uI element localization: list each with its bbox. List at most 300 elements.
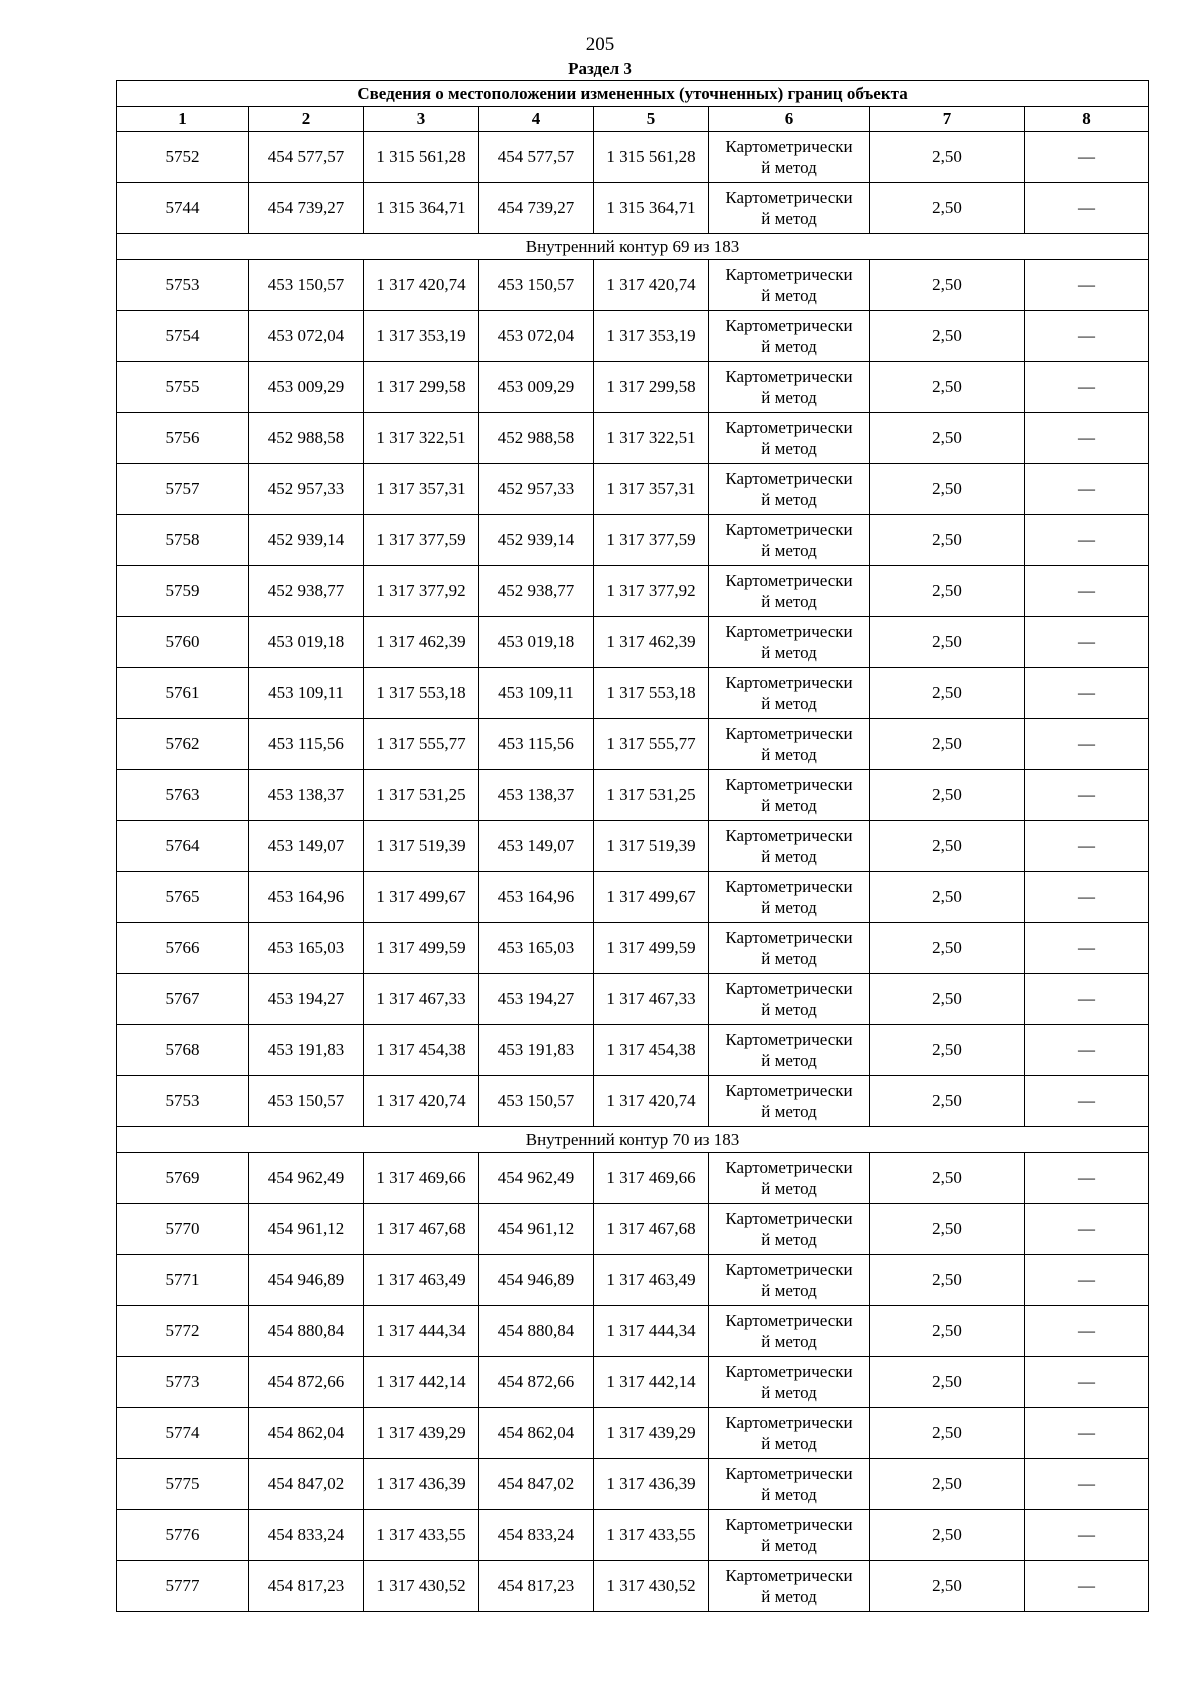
point-number-cell: 5777 — [117, 1561, 249, 1612]
method-line: й метод — [761, 1281, 817, 1300]
x-new-cell: 453 194,27 — [479, 974, 594, 1025]
method-line: Картометрически — [725, 622, 853, 641]
method-line: й метод — [761, 337, 817, 356]
method-cell — [709, 923, 870, 974]
description-cell: — — [1025, 1025, 1149, 1076]
y-existing-cell: 1 317 499,59 — [364, 923, 479, 974]
x-existing-cell: 454 961,12 — [249, 1204, 364, 1255]
y-new-cell: 1 317 420,74 — [594, 260, 709, 311]
y-new-cell: 1 317 462,39 — [594, 617, 709, 668]
point-number-cell: 5761 — [117, 668, 249, 719]
description-cell: — — [1025, 515, 1149, 566]
point-number-cell: 5744 — [117, 183, 249, 234]
point-number-cell: 5775 — [117, 1459, 249, 1510]
y-new-cell: 1 317 499,59 — [594, 923, 709, 974]
x-new-cell: 454 847,02 — [479, 1459, 594, 1510]
table-row — [117, 132, 1149, 183]
method-line: Картометрически — [725, 979, 853, 998]
accuracy-cell: 2,50 — [870, 311, 1025, 362]
contour-heading-row — [117, 1127, 1149, 1153]
x-existing-cell: 453 150,57 — [249, 260, 364, 311]
x-new-cell: 453 150,57 — [479, 260, 594, 311]
table-row — [117, 719, 1149, 770]
method-cell — [709, 617, 870, 668]
x-new-cell: 453 191,83 — [479, 1025, 594, 1076]
y-existing-cell: 1 317 439,29 — [364, 1408, 479, 1459]
accuracy-cell: 2,50 — [870, 132, 1025, 183]
x-new-cell: 453 150,57 — [479, 1076, 594, 1127]
point-number-cell: 5762 — [117, 719, 249, 770]
table-row — [117, 1255, 1149, 1306]
point-number-cell: 5752 — [117, 132, 249, 183]
method-line: Картометрически — [725, 1311, 853, 1330]
x-existing-cell: 454 880,84 — [249, 1306, 364, 1357]
description-cell: — — [1025, 1076, 1149, 1127]
method-line: й метод — [761, 643, 817, 662]
method-line: Картометрически — [725, 1030, 853, 1049]
y-existing-cell: 1 317 463,49 — [364, 1255, 479, 1306]
y-existing-cell: 1 317 469,66 — [364, 1153, 479, 1204]
method-line: й метод — [761, 1230, 817, 1249]
description-cell: — — [1025, 1510, 1149, 1561]
y-new-cell: 1 317 377,92 — [594, 566, 709, 617]
y-new-cell: 1 317 353,19 — [594, 311, 709, 362]
accuracy-cell: 2,50 — [870, 719, 1025, 770]
table-row — [117, 566, 1149, 617]
method-cell — [709, 1255, 870, 1306]
method-cell — [709, 260, 870, 311]
method-line: Картометрически — [725, 137, 853, 156]
x-new-cell: 452 939,14 — [479, 515, 594, 566]
point-number-cell: 5764 — [117, 821, 249, 872]
x-existing-cell: 453 109,11 — [249, 668, 364, 719]
y-new-cell: 1 317 442,14 — [594, 1357, 709, 1408]
x-new-cell: 454 961,12 — [479, 1204, 594, 1255]
point-number-cell: 5754 — [117, 311, 249, 362]
accuracy-cell: 2,50 — [870, 464, 1025, 515]
description-cell: — — [1025, 1357, 1149, 1408]
method-cell — [709, 132, 870, 183]
y-new-cell: 1 317 377,59 — [594, 515, 709, 566]
description-cell: — — [1025, 1408, 1149, 1459]
method-cell — [709, 770, 870, 821]
y-new-cell: 1 317 454,38 — [594, 1025, 709, 1076]
x-existing-cell: 454 577,57 — [249, 132, 364, 183]
x-new-cell: 454 833,24 — [479, 1510, 594, 1561]
description-cell: — — [1025, 1459, 1149, 1510]
table-row — [117, 260, 1149, 311]
point-number-cell: 5763 — [117, 770, 249, 821]
method-line: й метод — [761, 388, 817, 407]
method-line: Картометрически — [725, 1566, 853, 1585]
accuracy-cell: 2,50 — [870, 923, 1025, 974]
method-cell — [709, 1153, 870, 1204]
point-number-cell: 5774 — [117, 1408, 249, 1459]
method-line: й метод — [761, 1000, 817, 1019]
method-line: Картометрически — [725, 1260, 853, 1279]
accuracy-cell: 2,50 — [870, 1459, 1025, 1510]
y-new-cell: 1 317 467,33 — [594, 974, 709, 1025]
x-existing-cell: 454 962,49 — [249, 1153, 364, 1204]
x-new-cell: 454 962,49 — [479, 1153, 594, 1204]
x-existing-cell: 452 957,33 — [249, 464, 364, 515]
method-cell — [709, 1076, 870, 1127]
y-existing-cell: 1 317 553,18 — [364, 668, 479, 719]
x-existing-cell: 452 938,77 — [249, 566, 364, 617]
description-cell: — — [1025, 923, 1149, 974]
method-line: й метод — [761, 1102, 817, 1121]
y-new-cell: 1 315 364,71 — [594, 183, 709, 234]
method-line: Картометрически — [725, 520, 853, 539]
column-number: 3 — [364, 107, 479, 132]
x-new-cell: 453 165,03 — [479, 923, 594, 974]
y-new-cell: 1 317 467,68 — [594, 1204, 709, 1255]
x-new-cell: 453 138,37 — [479, 770, 594, 821]
x-existing-cell: 453 194,27 — [249, 974, 364, 1025]
x-new-cell: 454 577,57 — [479, 132, 594, 183]
point-number-cell: 5753 — [117, 1076, 249, 1127]
description-cell: — — [1025, 617, 1149, 668]
accuracy-cell: 2,50 — [870, 1357, 1025, 1408]
x-existing-cell: 454 817,23 — [249, 1561, 364, 1612]
method-cell — [709, 1510, 870, 1561]
method-line: й метод — [761, 490, 817, 509]
method-line: Картометрически — [725, 673, 853, 692]
point-number-cell: 5759 — [117, 566, 249, 617]
accuracy-cell: 2,50 — [870, 1306, 1025, 1357]
y-existing-cell: 1 317 430,52 — [364, 1561, 479, 1612]
table-row — [117, 1153, 1149, 1204]
column-number: 2 — [249, 107, 364, 132]
accuracy-cell: 2,50 — [870, 1076, 1025, 1127]
method-cell — [709, 1204, 870, 1255]
table-row — [117, 668, 1149, 719]
accuracy-cell: 2,50 — [870, 1255, 1025, 1306]
point-number-cell: 5753 — [117, 260, 249, 311]
method-line: й метод — [761, 1179, 817, 1198]
accuracy-cell: 2,50 — [870, 413, 1025, 464]
method-line: Картометрически — [725, 877, 853, 896]
method-line: й метод — [761, 439, 817, 458]
method-line: й метод — [761, 592, 817, 611]
description-cell: — — [1025, 872, 1149, 923]
accuracy-cell: 2,50 — [870, 872, 1025, 923]
method-cell — [709, 362, 870, 413]
method-line: Картометрически — [725, 367, 853, 386]
accuracy-cell: 2,50 — [870, 515, 1025, 566]
method-line: й метод — [761, 796, 817, 815]
method-line: й метод — [761, 694, 817, 713]
y-new-cell: 1 317 430,52 — [594, 1561, 709, 1612]
x-existing-cell: 453 115,56 — [249, 719, 364, 770]
y-existing-cell: 1 317 519,39 — [364, 821, 479, 872]
point-number-cell: 5756 — [117, 413, 249, 464]
method-cell — [709, 974, 870, 1025]
y-new-cell: 1 317 531,25 — [594, 770, 709, 821]
accuracy-cell: 2,50 — [870, 617, 1025, 668]
description-cell: — — [1025, 464, 1149, 515]
x-new-cell: 453 115,56 — [479, 719, 594, 770]
description-cell: — — [1025, 719, 1149, 770]
table-row — [117, 362, 1149, 413]
point-number-cell: 5771 — [117, 1255, 249, 1306]
accuracy-cell: 2,50 — [870, 183, 1025, 234]
table-row — [117, 1076, 1149, 1127]
accuracy-cell: 2,50 — [870, 362, 1025, 413]
x-new-cell: 453 019,18 — [479, 617, 594, 668]
y-existing-cell: 1 317 531,25 — [364, 770, 479, 821]
table-row — [117, 515, 1149, 566]
method-line: й метод — [761, 1051, 817, 1070]
method-cell — [709, 515, 870, 566]
y-existing-cell: 1 317 377,59 — [364, 515, 479, 566]
method-line: й метод — [761, 745, 817, 764]
x-existing-cell: 453 165,03 — [249, 923, 364, 974]
method-cell — [709, 821, 870, 872]
method-line: Картометрически — [725, 188, 853, 207]
x-existing-cell: 454 847,02 — [249, 1459, 364, 1510]
y-new-cell: 1 317 553,18 — [594, 668, 709, 719]
description-cell: — — [1025, 1561, 1149, 1612]
x-existing-cell: 453 150,57 — [249, 1076, 364, 1127]
accuracy-cell: 2,50 — [870, 1408, 1025, 1459]
x-existing-cell: 453 164,96 — [249, 872, 364, 923]
y-existing-cell: 1 317 444,34 — [364, 1306, 479, 1357]
column-number: 4 — [479, 107, 594, 132]
description-cell: — — [1025, 566, 1149, 617]
column-number: 5 — [594, 107, 709, 132]
point-number-cell: 5755 — [117, 362, 249, 413]
method-cell — [709, 464, 870, 515]
method-line: Картометрически — [725, 1464, 853, 1483]
method-cell — [709, 1408, 870, 1459]
method-line: Картометрически — [725, 1209, 853, 1228]
y-existing-cell: 1 317 420,74 — [364, 260, 479, 311]
table-row — [117, 1306, 1149, 1357]
x-existing-cell: 452 988,58 — [249, 413, 364, 464]
method-cell — [709, 566, 870, 617]
method-line: Картометрически — [725, 571, 853, 590]
point-number-cell: 5767 — [117, 974, 249, 1025]
table-row — [117, 872, 1149, 923]
method-line: Картометрически — [725, 826, 853, 845]
x-new-cell: 454 880,84 — [479, 1306, 594, 1357]
description-cell: — — [1025, 311, 1149, 362]
point-number-cell: 5770 — [117, 1204, 249, 1255]
y-new-cell: 1 317 463,49 — [594, 1255, 709, 1306]
contour-heading: Внутренний контур 69 из 183 — [117, 234, 1149, 260]
description-cell: — — [1025, 974, 1149, 1025]
accuracy-cell: 2,50 — [870, 1025, 1025, 1076]
y-new-cell: 1 317 357,31 — [594, 464, 709, 515]
x-existing-cell: 454 872,66 — [249, 1357, 364, 1408]
method-line: Картометрически — [725, 1515, 853, 1534]
column-number: 7 — [870, 107, 1025, 132]
method-line: й метод — [761, 898, 817, 917]
x-new-cell: 453 164,96 — [479, 872, 594, 923]
description-cell: — — [1025, 1255, 1149, 1306]
y-existing-cell: 1 317 499,67 — [364, 872, 479, 923]
accuracy-cell: 2,50 — [870, 1510, 1025, 1561]
y-existing-cell: 1 317 433,55 — [364, 1510, 479, 1561]
method-line: й метод — [761, 541, 817, 560]
method-line: Картометрически — [725, 1158, 853, 1177]
point-number-cell: 5773 — [117, 1357, 249, 1408]
accuracy-cell: 2,50 — [870, 1153, 1025, 1204]
column-number: 6 — [709, 107, 870, 132]
y-existing-cell: 1 317 467,33 — [364, 974, 479, 1025]
table-row — [117, 1459, 1149, 1510]
table-row — [117, 413, 1149, 464]
y-new-cell: 1 317 322,51 — [594, 413, 709, 464]
y-new-cell: 1 315 561,28 — [594, 132, 709, 183]
method-line: й метод — [761, 1332, 817, 1351]
y-new-cell: 1 317 420,74 — [594, 1076, 709, 1127]
y-new-cell: 1 317 439,29 — [594, 1408, 709, 1459]
y-new-cell: 1 317 299,58 — [594, 362, 709, 413]
x-existing-cell: 454 862,04 — [249, 1408, 364, 1459]
y-existing-cell: 1 317 436,39 — [364, 1459, 479, 1510]
accuracy-cell: 2,50 — [870, 770, 1025, 821]
method-cell — [709, 668, 870, 719]
x-existing-cell: 453 072,04 — [249, 311, 364, 362]
method-line: й метод — [761, 158, 817, 177]
x-existing-cell: 453 019,18 — [249, 617, 364, 668]
y-existing-cell: 1 317 353,19 — [364, 311, 479, 362]
method-line: Картометрически — [725, 418, 853, 437]
column-number: 1 — [117, 107, 249, 132]
description-cell: — — [1025, 821, 1149, 872]
description-cell: — — [1025, 413, 1149, 464]
method-line: Картометрически — [725, 928, 853, 947]
y-new-cell: 1 317 519,39 — [594, 821, 709, 872]
table-row — [117, 770, 1149, 821]
y-new-cell: 1 317 499,67 — [594, 872, 709, 923]
method-line: Картометрически — [725, 265, 853, 284]
method-line: Картометрически — [725, 469, 853, 488]
y-existing-cell: 1 317 442,14 — [364, 1357, 479, 1408]
method-line: Картометрически — [725, 1413, 853, 1432]
method-line: й метод — [761, 286, 817, 305]
description-cell: — — [1025, 770, 1149, 821]
table-caption: Сведения о местоположении измененных (уточненных) границ объекта — [117, 81, 1149, 107]
x-existing-cell: 453 009,29 — [249, 362, 364, 413]
table-row — [117, 1408, 1149, 1459]
method-line: й метод — [761, 1485, 817, 1504]
description-cell: — — [1025, 183, 1149, 234]
accuracy-cell: 2,50 — [870, 821, 1025, 872]
description-cell: — — [1025, 1306, 1149, 1357]
table-row — [117, 1357, 1149, 1408]
y-existing-cell: 1 317 462,39 — [364, 617, 479, 668]
table-row — [117, 1561, 1149, 1612]
method-line: Картометрически — [725, 1081, 853, 1100]
point-number-cell: 5769 — [117, 1153, 249, 1204]
point-number-cell: 5776 — [117, 1510, 249, 1561]
point-number-cell: 5757 — [117, 464, 249, 515]
point-number-cell: 5772 — [117, 1306, 249, 1357]
x-existing-cell: 454 739,27 — [249, 183, 364, 234]
method-cell — [709, 183, 870, 234]
contour-heading: Внутренний контур 70 из 183 — [117, 1127, 1149, 1153]
y-existing-cell: 1 317 467,68 — [364, 1204, 479, 1255]
method-line: й метод — [761, 1587, 817, 1606]
description-cell: — — [1025, 132, 1149, 183]
method-cell — [709, 719, 870, 770]
x-new-cell: 454 946,89 — [479, 1255, 594, 1306]
table-row — [117, 1204, 1149, 1255]
method-line: й метод — [761, 1383, 817, 1402]
y-existing-cell: 1 317 299,58 — [364, 362, 479, 413]
y-existing-cell: 1 317 357,31 — [364, 464, 479, 515]
method-cell — [709, 311, 870, 362]
y-new-cell: 1 317 444,34 — [594, 1306, 709, 1357]
method-cell — [709, 413, 870, 464]
x-existing-cell: 453 191,83 — [249, 1025, 364, 1076]
accuracy-cell: 2,50 — [870, 668, 1025, 719]
table-row — [117, 1510, 1149, 1561]
table-body — [117, 132, 1149, 1612]
accuracy-cell: 2,50 — [870, 1204, 1025, 1255]
y-existing-cell: 1 317 377,92 — [364, 566, 479, 617]
method-cell — [709, 1459, 870, 1510]
x-existing-cell: 452 939,14 — [249, 515, 364, 566]
contour-heading-row — [117, 234, 1149, 260]
method-line: й метод — [761, 847, 817, 866]
x-existing-cell: 453 138,37 — [249, 770, 364, 821]
accuracy-cell: 2,50 — [870, 260, 1025, 311]
description-cell: — — [1025, 1204, 1149, 1255]
x-existing-cell: 454 833,24 — [249, 1510, 364, 1561]
method-cell — [709, 872, 870, 923]
method-cell — [709, 1306, 870, 1357]
x-new-cell: 452 957,33 — [479, 464, 594, 515]
x-new-cell: 453 149,07 — [479, 821, 594, 872]
table-row — [117, 311, 1149, 362]
section-title: Раздел 3 — [568, 59, 632, 78]
method-cell — [709, 1025, 870, 1076]
accuracy-cell: 2,50 — [870, 566, 1025, 617]
x-new-cell: 452 938,77 — [479, 566, 594, 617]
point-number-cell: 5768 — [117, 1025, 249, 1076]
y-existing-cell: 1 317 420,74 — [364, 1076, 479, 1127]
column-number-row — [117, 107, 1149, 132]
y-existing-cell: 1 317 322,51 — [364, 413, 479, 464]
method-line: й метод — [761, 1434, 817, 1453]
point-number-cell: 5766 — [117, 923, 249, 974]
x-existing-cell: 454 946,89 — [249, 1255, 364, 1306]
description-cell: — — [1025, 668, 1149, 719]
description-cell: — — [1025, 1153, 1149, 1204]
page-number: 205 — [585, 34, 615, 55]
method-line: Картометрически — [725, 724, 853, 743]
table-row — [117, 821, 1149, 872]
table-row — [117, 923, 1149, 974]
x-new-cell: 453 109,11 — [479, 668, 594, 719]
y-new-cell: 1 317 433,55 — [594, 1510, 709, 1561]
x-new-cell: 452 988,58 — [479, 413, 594, 464]
x-new-cell: 454 862,04 — [479, 1408, 594, 1459]
accuracy-cell: 2,50 — [870, 974, 1025, 1025]
y-existing-cell: 1 317 454,38 — [364, 1025, 479, 1076]
boundary-table — [116, 80, 1149, 1612]
x-new-cell: 454 872,66 — [479, 1357, 594, 1408]
point-number-cell: 5765 — [117, 872, 249, 923]
x-existing-cell: 453 149,07 — [249, 821, 364, 872]
table-row — [117, 617, 1149, 668]
description-cell: — — [1025, 362, 1149, 413]
y-new-cell: 1 317 469,66 — [594, 1153, 709, 1204]
